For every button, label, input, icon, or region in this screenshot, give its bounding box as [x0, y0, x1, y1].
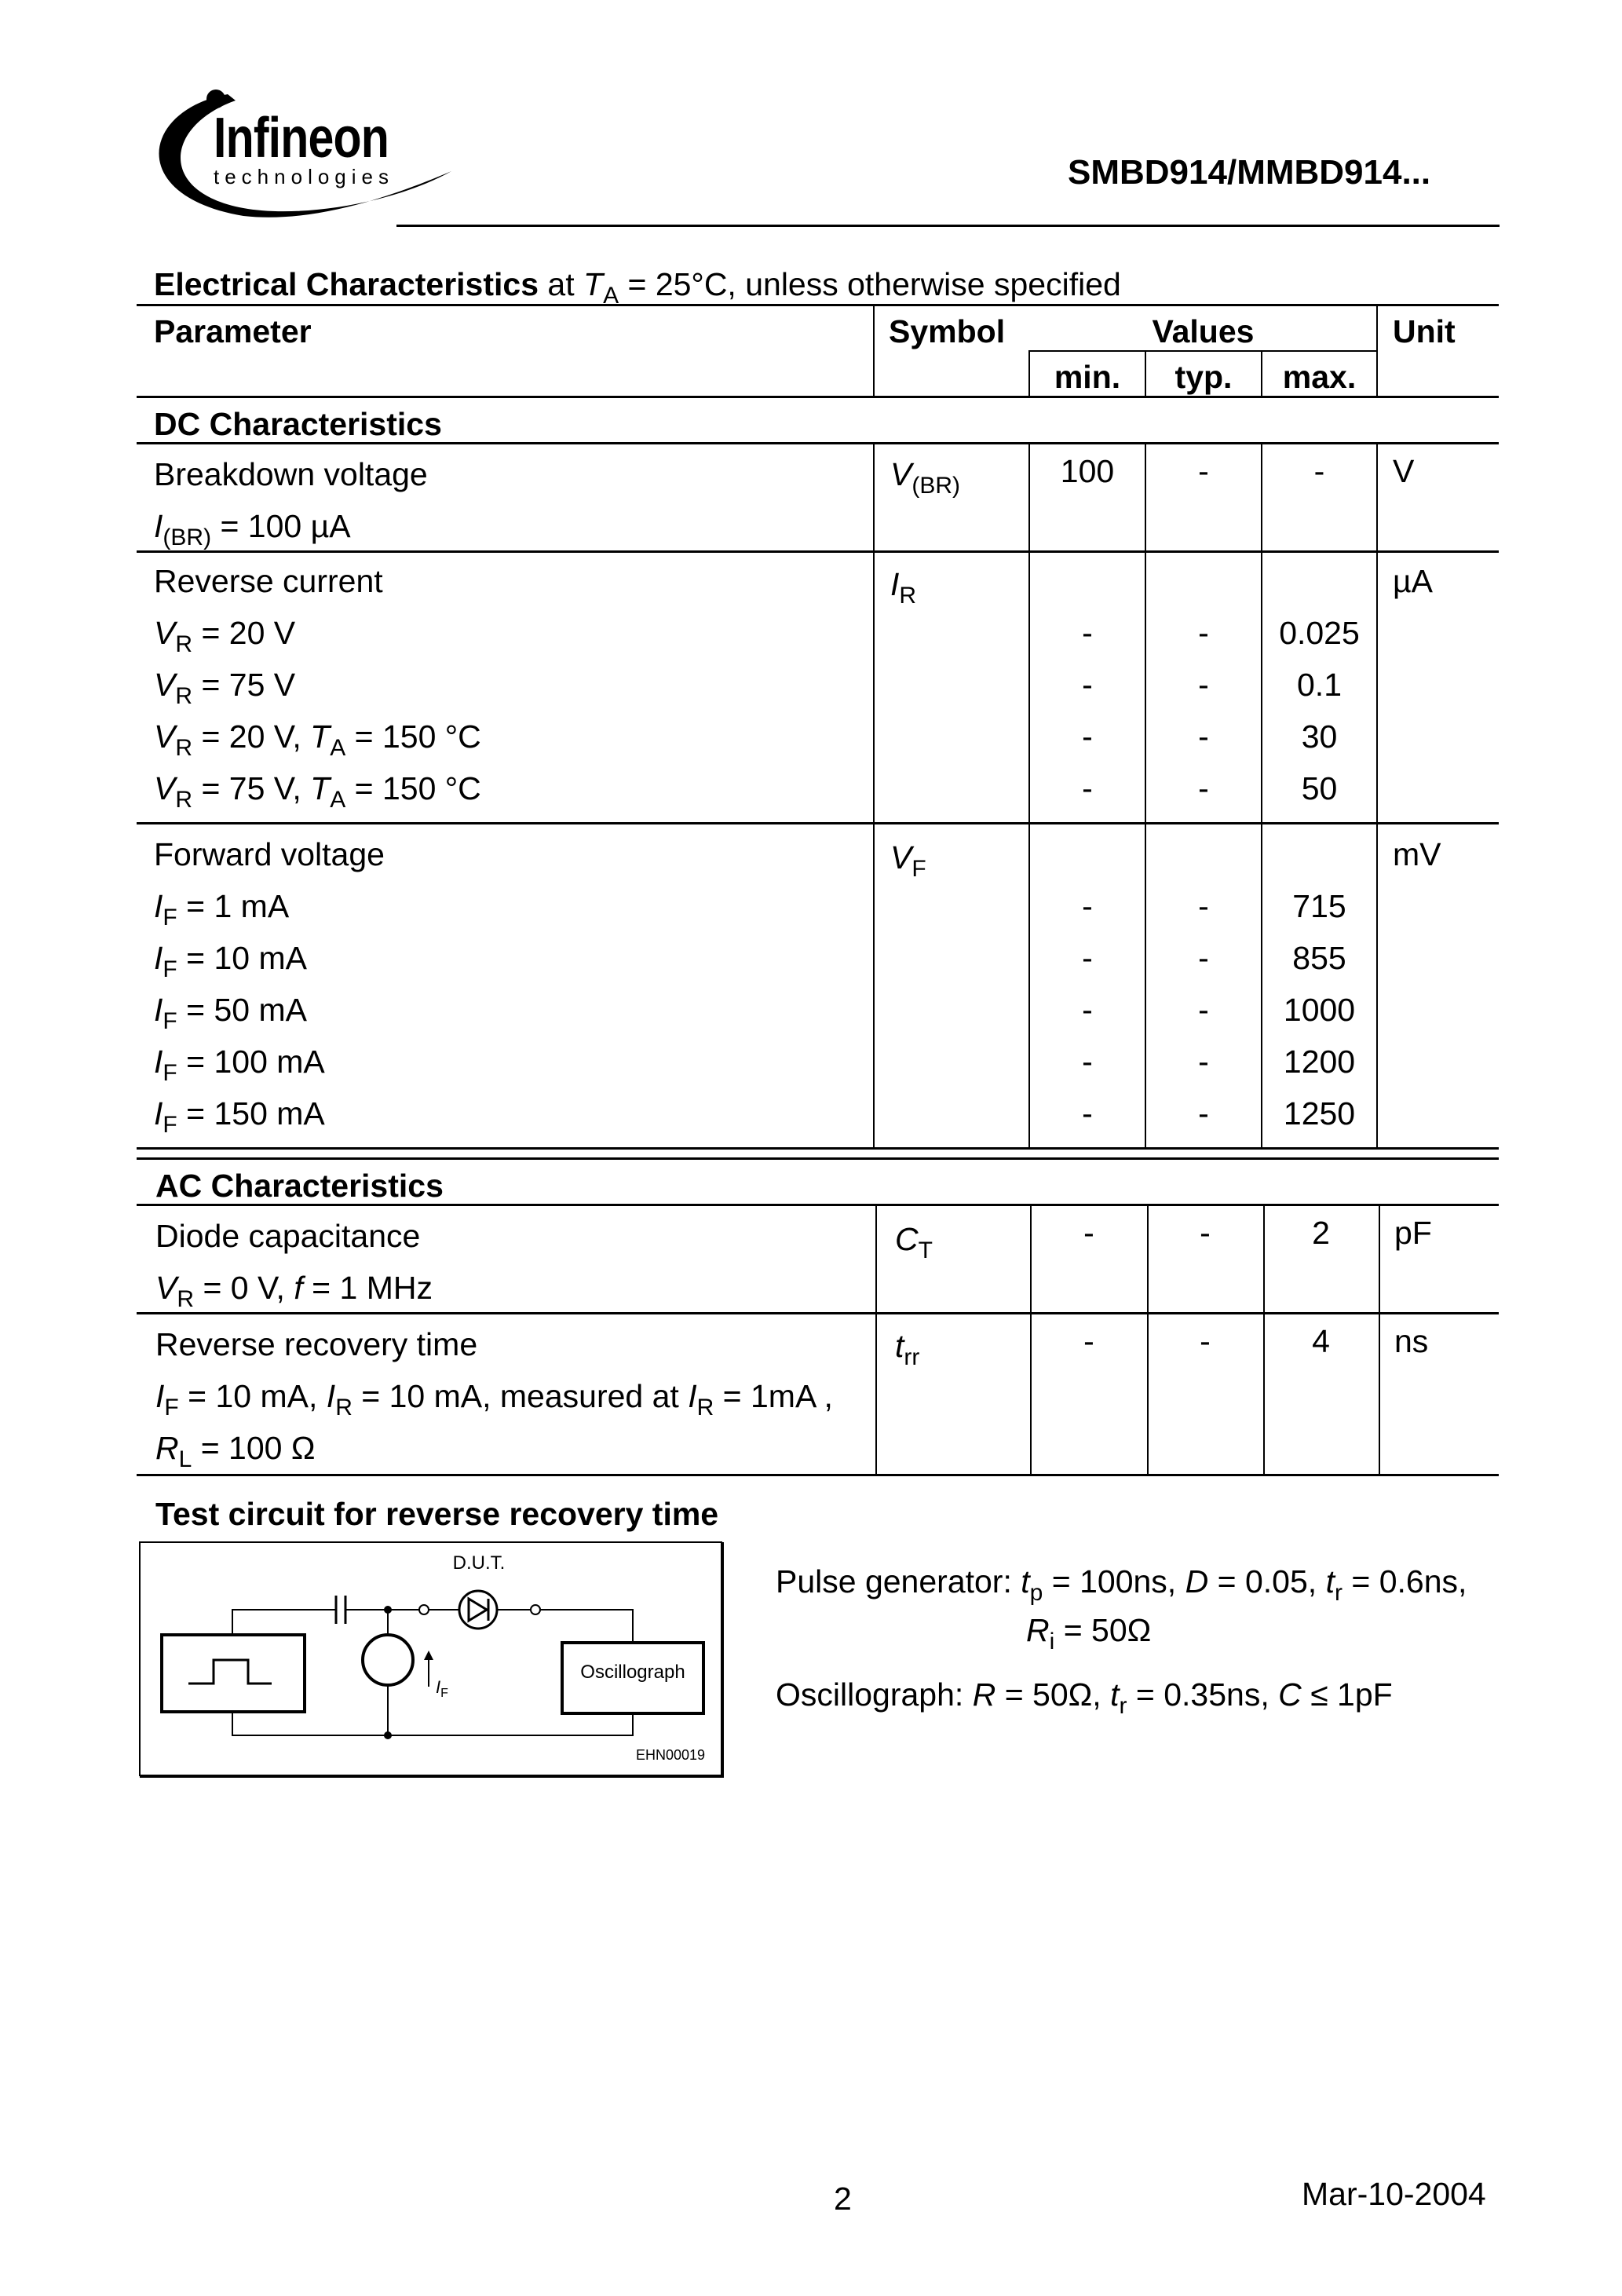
forward-voltage-condition: $I_F = 1$ mA: [154, 888, 290, 930]
reverse-current-typ: -: [1198, 718, 1209, 755]
reverse-current-min: -: [1082, 718, 1093, 755]
forward-voltage-condition: $I_F = 150$ mA: [154, 1095, 325, 1138]
reverse-current-symbol: $I_R$: [890, 566, 917, 609]
forward-voltage-condition: $I_F = 50$ mA: [154, 992, 307, 1034]
col-header-typ: typ.: [1174, 359, 1233, 395]
breakdown-rule: [137, 550, 1499, 553]
col-sep-unit-dc: [1376, 442, 1378, 1148]
reverse-current-max: 30: [1301, 718, 1338, 755]
forward-voltage-max: 1000: [1283, 992, 1356, 1028]
forward-voltage-min: -: [1082, 888, 1093, 924]
breakdown-max: -: [1313, 453, 1325, 489]
recovery-condition-2: $R_L = 100$ Ω: [155, 1430, 316, 1472]
forward-voltage-typ: -: [1198, 940, 1209, 976]
col-sep-unit-ac: [1379, 1204, 1380, 1475]
reverse-current-label: Reverse current: [154, 563, 383, 599]
col-header-max: max.: [1282, 359, 1357, 395]
table-top-rule: [137, 304, 1499, 306]
capacitance-symbol: $C_T$: [895, 1221, 933, 1263]
dc-section-title: DC Characteristics: [154, 406, 442, 442]
document-date: Mar-10-2004: [1302, 2176, 1486, 2212]
figure-code: EHN00019: [636, 1747, 706, 1763]
brand-tagline: technologies: [214, 165, 394, 188]
forward-voltage-typ: -: [1198, 1044, 1209, 1080]
forward-voltage-max: 1200: [1283, 1044, 1356, 1080]
dc-bottom-rule-1: [137, 1147, 1499, 1150]
col-sep-unit: [1376, 304, 1378, 397]
breakdown-symbol: $V_{(BR)}$: [890, 456, 961, 499]
test-circuit-diagram: [138, 1541, 724, 1778]
col-header-parameter: Parameter: [154, 313, 312, 349]
reverse-current-typ: -: [1198, 615, 1209, 651]
breakdown-condition: $I_{(BR)} = 100$ µA: [154, 508, 351, 550]
breakdown-unit: V: [1393, 453, 1415, 489]
brand-name: Infineon: [214, 107, 389, 170]
forward-voltage-min: -: [1082, 1095, 1093, 1132]
if-label: $I_F$: [436, 1677, 448, 1700]
forward-voltage-symbol: $V_F$: [890, 839, 926, 882]
col-sep-symbol-dc: [873, 442, 875, 1148]
capacitance-typ: -: [1200, 1215, 1211, 1251]
breakdown-min: 100: [1060, 453, 1115, 489]
forward-voltage-condition: $I_F = 100$ mA: [154, 1044, 325, 1086]
reverse-current-condition: $V_R = 75$ V: [154, 667, 296, 709]
oscillograph-note: Oscillograph: R = 50Ω, $t_r = 0.35ns$, C ≤ 1pF: [776, 1676, 1393, 1719]
reverse-current-max: 0.025: [1279, 615, 1360, 651]
reverse-current-min: -: [1082, 615, 1093, 651]
pulse-generator-note: Pulse generator: $t_p = 100ns$, D = 0.05, $t_r = 0.6ns$,: [776, 1563, 1467, 1606]
reverse-current-condition: $V_R = 20$ V: [154, 615, 296, 657]
recovery-max: 4: [1312, 1323, 1330, 1359]
forward-voltage-max: 1250: [1283, 1095, 1356, 1132]
reverse-current-condition: $V_R = 20$ V, $T_A = 150$ °C: [154, 718, 481, 761]
forward-voltage-max: 855: [1292, 940, 1346, 976]
forward-voltage-min: -: [1082, 1044, 1093, 1080]
forward-voltage-condition: $I_F = 10$ mA: [154, 940, 307, 982]
recovery-unit: ns: [1394, 1323, 1429, 1359]
dc-bottom-rule-2: [137, 1157, 1499, 1160]
reverse-current-max: 0.1: [1297, 667, 1342, 703]
col-header-values: Values: [1152, 313, 1255, 349]
forward-voltage-min: -: [1082, 940, 1093, 976]
col-sep-symbol-ac: [875, 1204, 877, 1475]
ac-section-title: AC Characteristics: [155, 1168, 444, 1204]
forward-voltage-typ: -: [1198, 888, 1209, 924]
table-bottom-rule: [137, 1474, 1499, 1476]
forward-voltage-label: Forward voltage: [154, 836, 385, 872]
circuit-svg: [138, 1541, 724, 1778]
header-bottom-rule: [137, 396, 1499, 398]
capacitance-rule: [137, 1312, 1499, 1314]
test-circuit-title: Test circuit for reverse recovery time: [155, 1496, 719, 1532]
forward-voltage-unit: mV: [1393, 836, 1441, 872]
section-title: Electrical Characteristics at $T_A = 25^\circ C$, unless otherwise specified: [154, 266, 1121, 309]
page-number: 2: [834, 2181, 852, 2217]
capacitance-condition: $V_R = 0$ V, f = 1 MHz: [155, 1270, 433, 1312]
reverse-current-min: -: [1082, 770, 1093, 806]
header-rule: [396, 225, 1500, 227]
reverse-current-typ: -: [1198, 770, 1209, 806]
forward-voltage-max: 715: [1292, 888, 1346, 924]
col-header-unit: Unit: [1393, 313, 1456, 349]
reverse-current-condition: $V_R = 75$ V, $T_A = 150$ °C: [154, 770, 481, 813]
forward-voltage-typ: -: [1198, 992, 1209, 1028]
reverse-current-min: -: [1082, 667, 1093, 703]
breakdown-typ: -: [1198, 453, 1209, 489]
recovery-symbol: $t_{rr}$: [895, 1328, 920, 1370]
col-sep-symbol: [873, 304, 875, 397]
part-number: SMBD914/MMBD914...: [1068, 153, 1431, 192]
capacitance-min: -: [1083, 1215, 1094, 1251]
reverse-current-typ: -: [1198, 667, 1209, 703]
col-header-min: min.: [1054, 359, 1121, 395]
values-subrule: [1028, 350, 1376, 352]
forward-voltage-min: -: [1082, 992, 1093, 1028]
recovery-condition-1: $I_F = 10$ mA, $I_R = 10$ mA, measured at $I_R = 1mA$ ,: [155, 1378, 833, 1420]
capacitance-max: 2: [1312, 1215, 1330, 1251]
oscillograph-box-label: Oscillograph: [580, 1662, 685, 1683]
capacitance-label: Diode capacitance: [155, 1218, 421, 1254]
col-header-symbol: Symbol: [889, 313, 1006, 349]
forward-voltage-typ: -: [1198, 1095, 1209, 1132]
recovery-min: -: [1083, 1323, 1094, 1359]
pulse-generator-ri-note: $R_i = 50\Omega$: [1026, 1612, 1152, 1654]
reverse-current-max: 50: [1301, 770, 1338, 806]
capacitance-unit: pF: [1394, 1215, 1432, 1251]
dut-label: D.U.T.: [452, 1552, 506, 1574]
reverse-current-rule: [137, 822, 1499, 824]
breakdown-label: Breakdown voltage: [154, 456, 428, 492]
recovery-label: Reverse recovery time: [155, 1326, 478, 1362]
reverse-current-unit: µA: [1393, 563, 1433, 599]
recovery-typ: -: [1200, 1323, 1211, 1359]
